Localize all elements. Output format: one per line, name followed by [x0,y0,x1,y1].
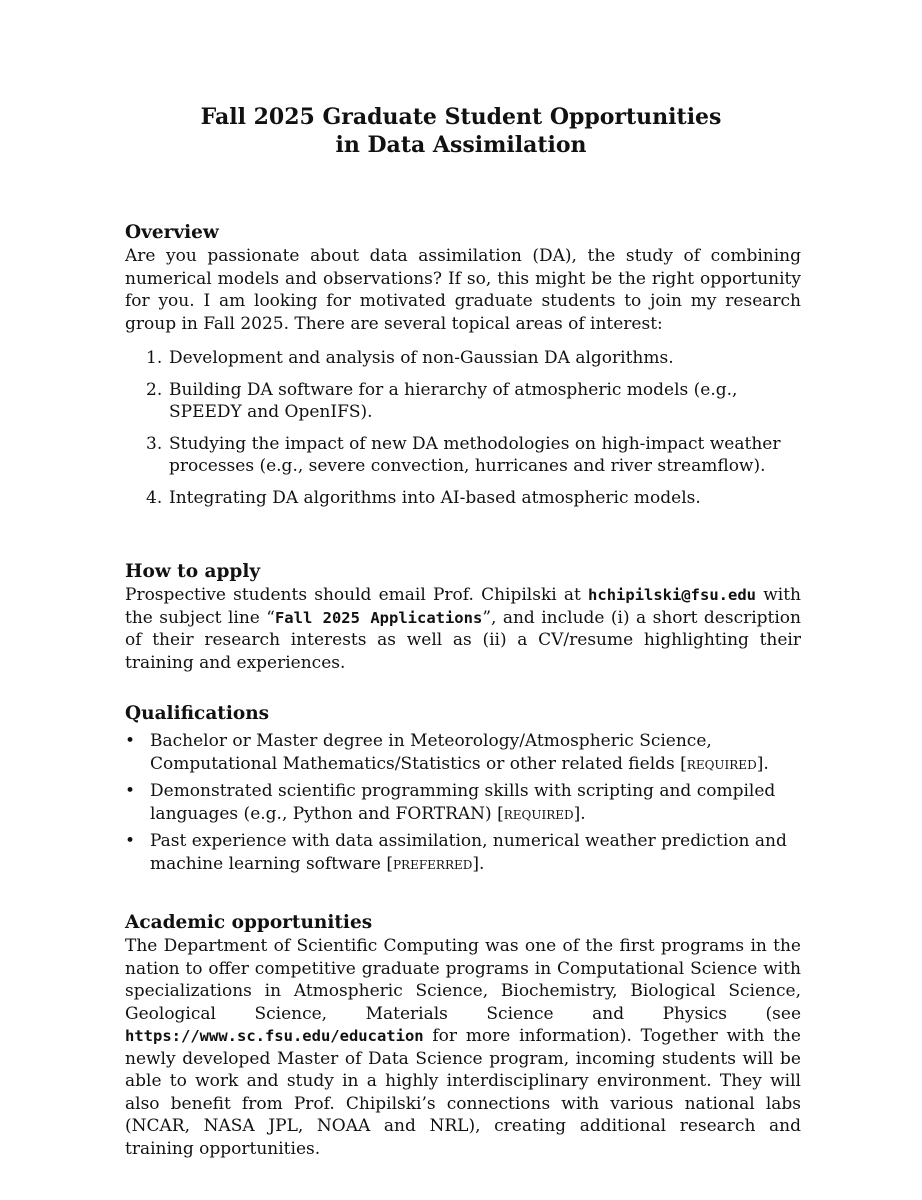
title-line-1: Fall 2025 Graduate Student Opportunities [200,104,722,130]
email-address: hchipilski@fsu.edu [588,586,757,604]
apply-text-3: ”, and include (i) a short description of their research interests as well as (ii) a CV/resume highlighting their training and experiences. [125,607,801,673]
academic-section [125,911,801,1160]
topic-text: Integrating DA algorithms into AI-based atmospheric models. [169,487,701,508]
topic-number: 1. [146,348,163,368]
qualification-tag: required [503,803,574,824]
qualification-end: ]. [573,803,586,824]
overview-section [125,221,801,518]
qualification-text: Demonstrated scientific programming skills with scripting and compiled languages (e.g., Python and FORTRAN) [ [150,781,776,824]
qualification-end: ]. [756,753,769,774]
qualification-end: ]. [472,853,485,874]
how-to-apply-section [125,560,801,674]
topic-number: 3. [146,433,163,454]
topic-text: Development and analysis of non-Gaussian DA algorithms. [169,348,674,368]
document-title [0,103,922,159]
apply-paragraph [125,584,801,674]
qualification-tag: preferred [392,853,473,874]
qualifications-section [125,702,801,880]
topic-number: 2. [146,379,163,400]
qualifications-list [125,730,801,875]
apply-heading: How to apply [125,561,261,582]
apply-text-2: with the subject line “ [125,585,801,628]
topic-number: 4. [146,487,163,508]
qualifications-heading: Qualifications [125,703,270,724]
overview-heading: Overview [125,222,219,243]
bullet-icon: • [125,781,136,801]
education-url: https://www.sc.fsu.edu/education [125,1027,424,1045]
topic-text: Building DA software for a hierarchy of atmospheric models (e.g., SPEEDY and OpenIFS). [169,379,738,422]
academic-text-1: The Department of Scientific Computing was one of the first programs in the nation to offer competitive graduate programs in Computational Science with specializations in Atmospheric Science, Biochemistry, Biological Science, Geological Science, Materials Science and Physics (see [125,936,801,1024]
academic-heading: Academic opportunities [125,912,373,933]
qualification-text: Past experience with data assimilation, numerical weather prediction and machine learning software [ [150,831,787,874]
bullet-icon: • [125,731,136,751]
topic-item [125,487,801,510]
qualification-item [125,730,801,775]
topics-list [125,347,801,509]
bullet-icon: • [125,831,136,851]
qualification-item [125,830,801,875]
qualification-item [125,780,801,825]
topic-item [125,433,801,478]
qualification-tag: required [686,753,757,774]
topic-item [125,347,801,370]
topic-item [125,379,801,424]
apply-text-1: Prospective students should email Prof. Chipilski at [125,585,589,605]
overview-paragraph: Are you passionate about data assimilation (DA), the study of combining numerical models and observations? If so, this might be the right opportunity for you. I am looking for motivated graduate students to join my research group in Fall 2025. There are several topical areas of interest: [125,246,801,334]
email-subject: Fall 2025 Applications [274,608,483,627]
qualification-text: Bachelor or Master degree in Meteorology/Atmospheric Science, Computational Mathematics/Statistics or other related fields [ [150,731,712,774]
academic-paragraph [125,935,801,1160]
title-line-2: in Data Assimilation [335,132,587,158]
academic-text-2: for more information). Together with the newly developed Master of Data Science program, incoming students will be able to work and study in a highly interdisciplinary environment. They will also benefit from Prof. Chipilski’s connections with various national labs (NCAR, NASA JPL, NOAA and NRL), creating additional research and training opportunities. [125,1026,801,1159]
topic-text: Studying the impact of new DA methodologies on high-impact weather processes (e.g., severe convection, hurricanes and river streamflow). [169,433,781,476]
